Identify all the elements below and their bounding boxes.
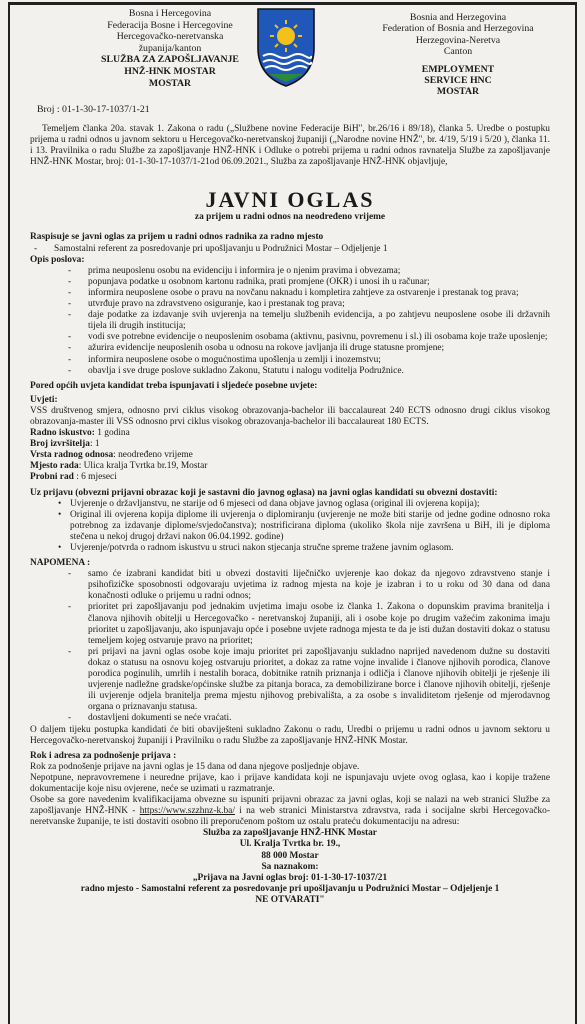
note-item: - samo će izabrani kandidat biti u obvezi dostaviti liječničko uvjerenje kao dokaz da njegovo zdravstveno stanje i psihofizičke sposobnosti odgovaraju uvjetima iz radnog mjesta na koje je izabran i to u roku od 30 dana od dana konačnosti odluke o prijemu u radni odnos; — [30, 569, 550, 602]
do-not-open-label: NE OTVARATI" — [255, 894, 325, 905]
header-right — [378, 12, 538, 98]
duty-item: - informira neuposlene osobe o mogućnostima upošlenja u zemlji i inozemstvu; — [30, 355, 550, 366]
address-line: Sa naznakom: — [261, 861, 319, 872]
envelope-label: „Prijava na Javni oglas broj: 01-1-30-17-1037/21 — [192, 872, 388, 883]
header-right-line: Canton — [443, 46, 473, 58]
duty-item: - utvrđuje pravo na zdravstveno osiguranje, kao i prestanak tog prava; — [30, 299, 550, 310]
duty-item: - vodi sve potrebne evidencije o neuposlenim osobama (aktivnu, pasivnu, povremenu i sl.) ili osobama koje traže uposlenje; — [30, 332, 550, 343]
ad-subtitle: za prijem u radni odnos na neodređeno vrijeme — [194, 212, 386, 223]
header-right-org-line: MOSTAR — [436, 86, 480, 98]
ad-content — [30, 124, 550, 906]
detail-value: : neodređeno vrijeme — [113, 450, 193, 461]
detail-label: Probni rad — [30, 472, 74, 483]
header-right-line: Bosnia and Herzegovina — [409, 12, 507, 23]
position-title: - Samostalni referent za posredovanje pri upošljavanju u Podružnici Mostar – Odjeljenje 1 — [30, 244, 550, 255]
detail-label: Vrsta radnog odnosa — [30, 450, 114, 461]
top-border — [8, 2, 577, 5]
document-item: • Original ili ovjerena kopija diplome ili uvjerenja o diplomiranju (uvjerenje ne može biti starije od jedne godine odnosno roka potrebnog za izdavanje diplome/svjedočanstva); nostrificirana diploma (ukoliko škola nije završena u BiH, ili je diploma stečena u nekoj drugoj državi nakon 06.04.1992. godine) — [30, 510, 550, 543]
duty-item: - prima neuposlenu osobu na evidenciju i informira je o njenim pravima i obvezama; — [30, 266, 550, 277]
note-heading: NAPOMENA : — [30, 558, 91, 569]
form-text: Osobe sa gore navedenim kvalifikacijama obvezne su ispuniti prijavni obrazac za javni oglas, koji se nalazi na web stranici Službe za zapošljavanje HNŽ-HNK - — [30, 795, 550, 817]
detail-row — [30, 461, 550, 472]
document-number: Broj : 01-1-30-17-1037/1-21 — [37, 104, 150, 115]
note-item: - pri prijavi na javni oglas osobe koje imaju prioritet pri zapošljavanju sukladno naprijed navedenom dužne su dostaviti dokaz o statusu na osnovu kojeg ostvaruju prioritet, a dokaz za ratne vojne invalide i članove njihovih porodica, članove porodica poginulih, umrlih i nestalih boraca, dobitnike ratnih priznanja i odličja i članove njihovih obitelji je rješenje ili uvjerenje nadležne gradske/općinske službe za pitanja boraca, za demobilizirane borce i članove njihovih obitelji, rješenje ili uvjerenje odjela branitelja prema mjestu njihovog prebivališta, a za osobe s invaliditetom rješenje od mjerodavnog organa o priznavanju statusa. — [30, 647, 550, 714]
header-left-line: Bosna i Hercegovina — [128, 8, 212, 19]
header-left-org: MOSTAR — [148, 77, 192, 89]
incomplete-text: Nepotpune, nepravovremene i neuredne prijave, kao i prijave kandidata koji ne ispunjavaju uvjete ovog oglasa, kao i kopije tražene dokumentacije koje nisu ovjerene, neće se uzimati u razmatranje. — [30, 772, 550, 794]
coat-of-arms-icon — [255, 6, 317, 88]
header-right-org-line: EMPLOYMENT — [421, 63, 495, 75]
form-text: i na web stranici Ministarstva zdravstva, rada i socijalne skrbi Hercegovačko-neretvanske županije, te isti dostaviti osobno ili preporučenom poštom uz ostalu prateću dokumentaciju na adresu: — [30, 806, 550, 828]
document-item: • Uvjerenje o državljanstvu, ne starije od 6 mjeseci od dana objave javnog oglasa (original ili ovjerena kopija); — [30, 499, 550, 510]
header-right-line: Herzegovina-Neretva — [415, 34, 501, 46]
address-line: 88 000 Mostar — [261, 850, 319, 861]
detail-label: Broj izvršitelja — [30, 439, 90, 450]
notes-list — [30, 569, 550, 724]
detail-label: Mjesto rada — [30, 461, 79, 472]
duty-item: - ažurira evidencije neuposlenih osoba u odnosu na rokove javljanja ili druge statusne promjene; — [30, 343, 550, 354]
left-border — [8, 2, 10, 1024]
right-border — [575, 2, 577, 1024]
detail-value: : 1 — [89, 439, 100, 450]
detail-row — [30, 472, 550, 483]
detail-label: Radno iskustvo: — [30, 428, 95, 439]
intro-paragraph: Temeljem članka 20a. stavak 1. Zakona o radu („Službene novine Federacije BiH", br.26/16 i 89/18), članka 5. Uredbe o postupku prijema u radni odnos u javnom sektoru u Hercegovačko-neretvanskoj županiji („Narodne novine HNŽ", br. 4/19, 5/19 i 5/20 ), članka 11. i 13. Pravilnika o radu Službe za zapošljavanje HNŽ-HNK i Odluke o potrebi prijema u radni odnos ravnatelja Službe za zapošljavanje HNŽ-HNK Mostar, broj: 01-1-30-17-1037/1-21od 06.09.2021., Služba za zapošljavanje HNŽ-HNK objavljuje, — [30, 124, 550, 168]
document-item: • Uvjerenje/potvrda o radnom iskustvu u struci nakon stjecanja stručne spreme tražene javnim oglasom. — [30, 543, 550, 554]
header-left-line: Hercegovačko-neretvanska — [116, 31, 224, 43]
envelope-position: radno mjesto - Samostalni referent za posredovanje pri upošljavanju u Podružnici Mostar – Odjeljenje 1 — [80, 883, 500, 894]
note-item: - dostavljeni dokumenti se neće vraćati. — [30, 713, 550, 724]
duty-item: - daje podatke za izdavanje svih uvjerenja na temelju službenih evidencija, a po zahtjevu neuposlene osobe ili državnih tijela ili drugih institucija; — [30, 310, 550, 332]
duties-label: Opis poslova: — [30, 254, 85, 265]
conditions-text: VSS društvenog smjera, odnosno prvi ciklus visokog obrazovanja-bachelor ili baccalaureat 240 ECTS odnosno drugi ciklus visokog obrazovanja-master ili VSS odnosno prvi ciklus visokog obrazovanja-bachelor ili baccalaureat 180 ECTS. — [30, 405, 550, 427]
detail-row — [30, 439, 550, 450]
documents-heading: Uz prijavu (obvezni prijavni obrazac koji je sastavni dio javnog oglasa) na javni oglas kandidati su obvezni dostaviti: — [30, 487, 498, 498]
service-website-link[interactable]: https://www.szzhnz-k.ba/ — [139, 806, 235, 817]
raspisuje-heading: Raspisuje se javni oglas za prijem u radni odnos radnika za radno mjesto — [30, 232, 324, 243]
duty-item: - popunjava podatke u osobnom kartonu radnika, prati promjene (OKR) i unosi ih u računar; — [30, 277, 550, 288]
duty-item: - informira neuposlene osobe o pravu na novčanu naknadu i kompletira zahtjeve za ostvarenje i prestanak tog prava; — [30, 288, 550, 299]
form-paragraph — [30, 795, 550, 828]
detail-value: : 6 mjeseci — [73, 472, 117, 483]
deadline-text: Rok za podnošenje prijave na javni oglas je 15 dana od dana njegove posljednje objave. — [30, 761, 360, 772]
header-right-org-line: SERVICE HNC — [424, 75, 492, 87]
detail-value: 1 godina — [94, 428, 130, 439]
procedure-paragraph: O daljem tijeku postupka kandidati će biti obaviješteni sukladno Zakonu o radu, Uredbi o prijemu u radni odnos u javnom sektoru u Hercegovačko-neretvanskoj županiji i Pravilniku o radu Službe za zapošljavanje HNŽ-HNK Mostar. — [30, 724, 550, 746]
address-line: Služba za zapošljavanje HNŽ-HNK Mostar — [203, 828, 377, 839]
header-left-org: SLUŽBA ZA ZAPOŠLJAVANJE — [101, 54, 239, 66]
detail-value: : Ulica kralja Tvrtka br.19, Mostar — [78, 461, 208, 472]
note-item: - prioritet pri zapošljavanju pod jednakim uvjetima imaju osobe iz članka 1. Zakona o dopunskim pravima branitelja i članova njihovih obitelji u Hercegovačko - neretvanskoj županiji, ali i osobe koje po drugim važećim zakonima imaju prioritet u zapošljavanju, ako ispunjavaju opće i posebne uvjete radnoga mjesta te da je isti dužan dostaviti dokaz o statusu temeljem kojeg ostvaruje pravo na prioritet; — [30, 602, 550, 646]
duty-item: - obavlja i sve druge poslove sukladno Zakonu, Statutu i nalogu voditelja Podružnice. — [30, 366, 550, 377]
header-right-org — [378, 64, 538, 98]
ad-title: JAVNI OGLAS — [205, 187, 375, 213]
conditions-label: Uvjeti: — [30, 394, 58, 405]
deadline-heading: Rok i adresa za podnošenje prijava : — [30, 750, 177, 761]
address-line: Ul. Kralja Tvrtka br. 19., — [239, 839, 341, 850]
detail-row — [30, 450, 550, 461]
duties-list — [30, 266, 550, 377]
header-left — [70, 8, 270, 89]
header-left-line: županija/kanton — [138, 42, 202, 54]
header-left-line: Federacija Bosne i Hercegovine — [107, 19, 233, 31]
detail-row — [30, 428, 550, 439]
special-conditions-heading: Pored općih uvjeta kandidat treba ispunjavati i sljedeće posebne uvjete: — [30, 380, 318, 391]
address-block — [30, 828, 550, 906]
header-right-line: Federation of Bosnia and Herzegovina — [382, 23, 534, 35]
documents-list — [30, 499, 550, 554]
header-left-org: HNŽ-HNK MOSTAR — [124, 65, 216, 77]
